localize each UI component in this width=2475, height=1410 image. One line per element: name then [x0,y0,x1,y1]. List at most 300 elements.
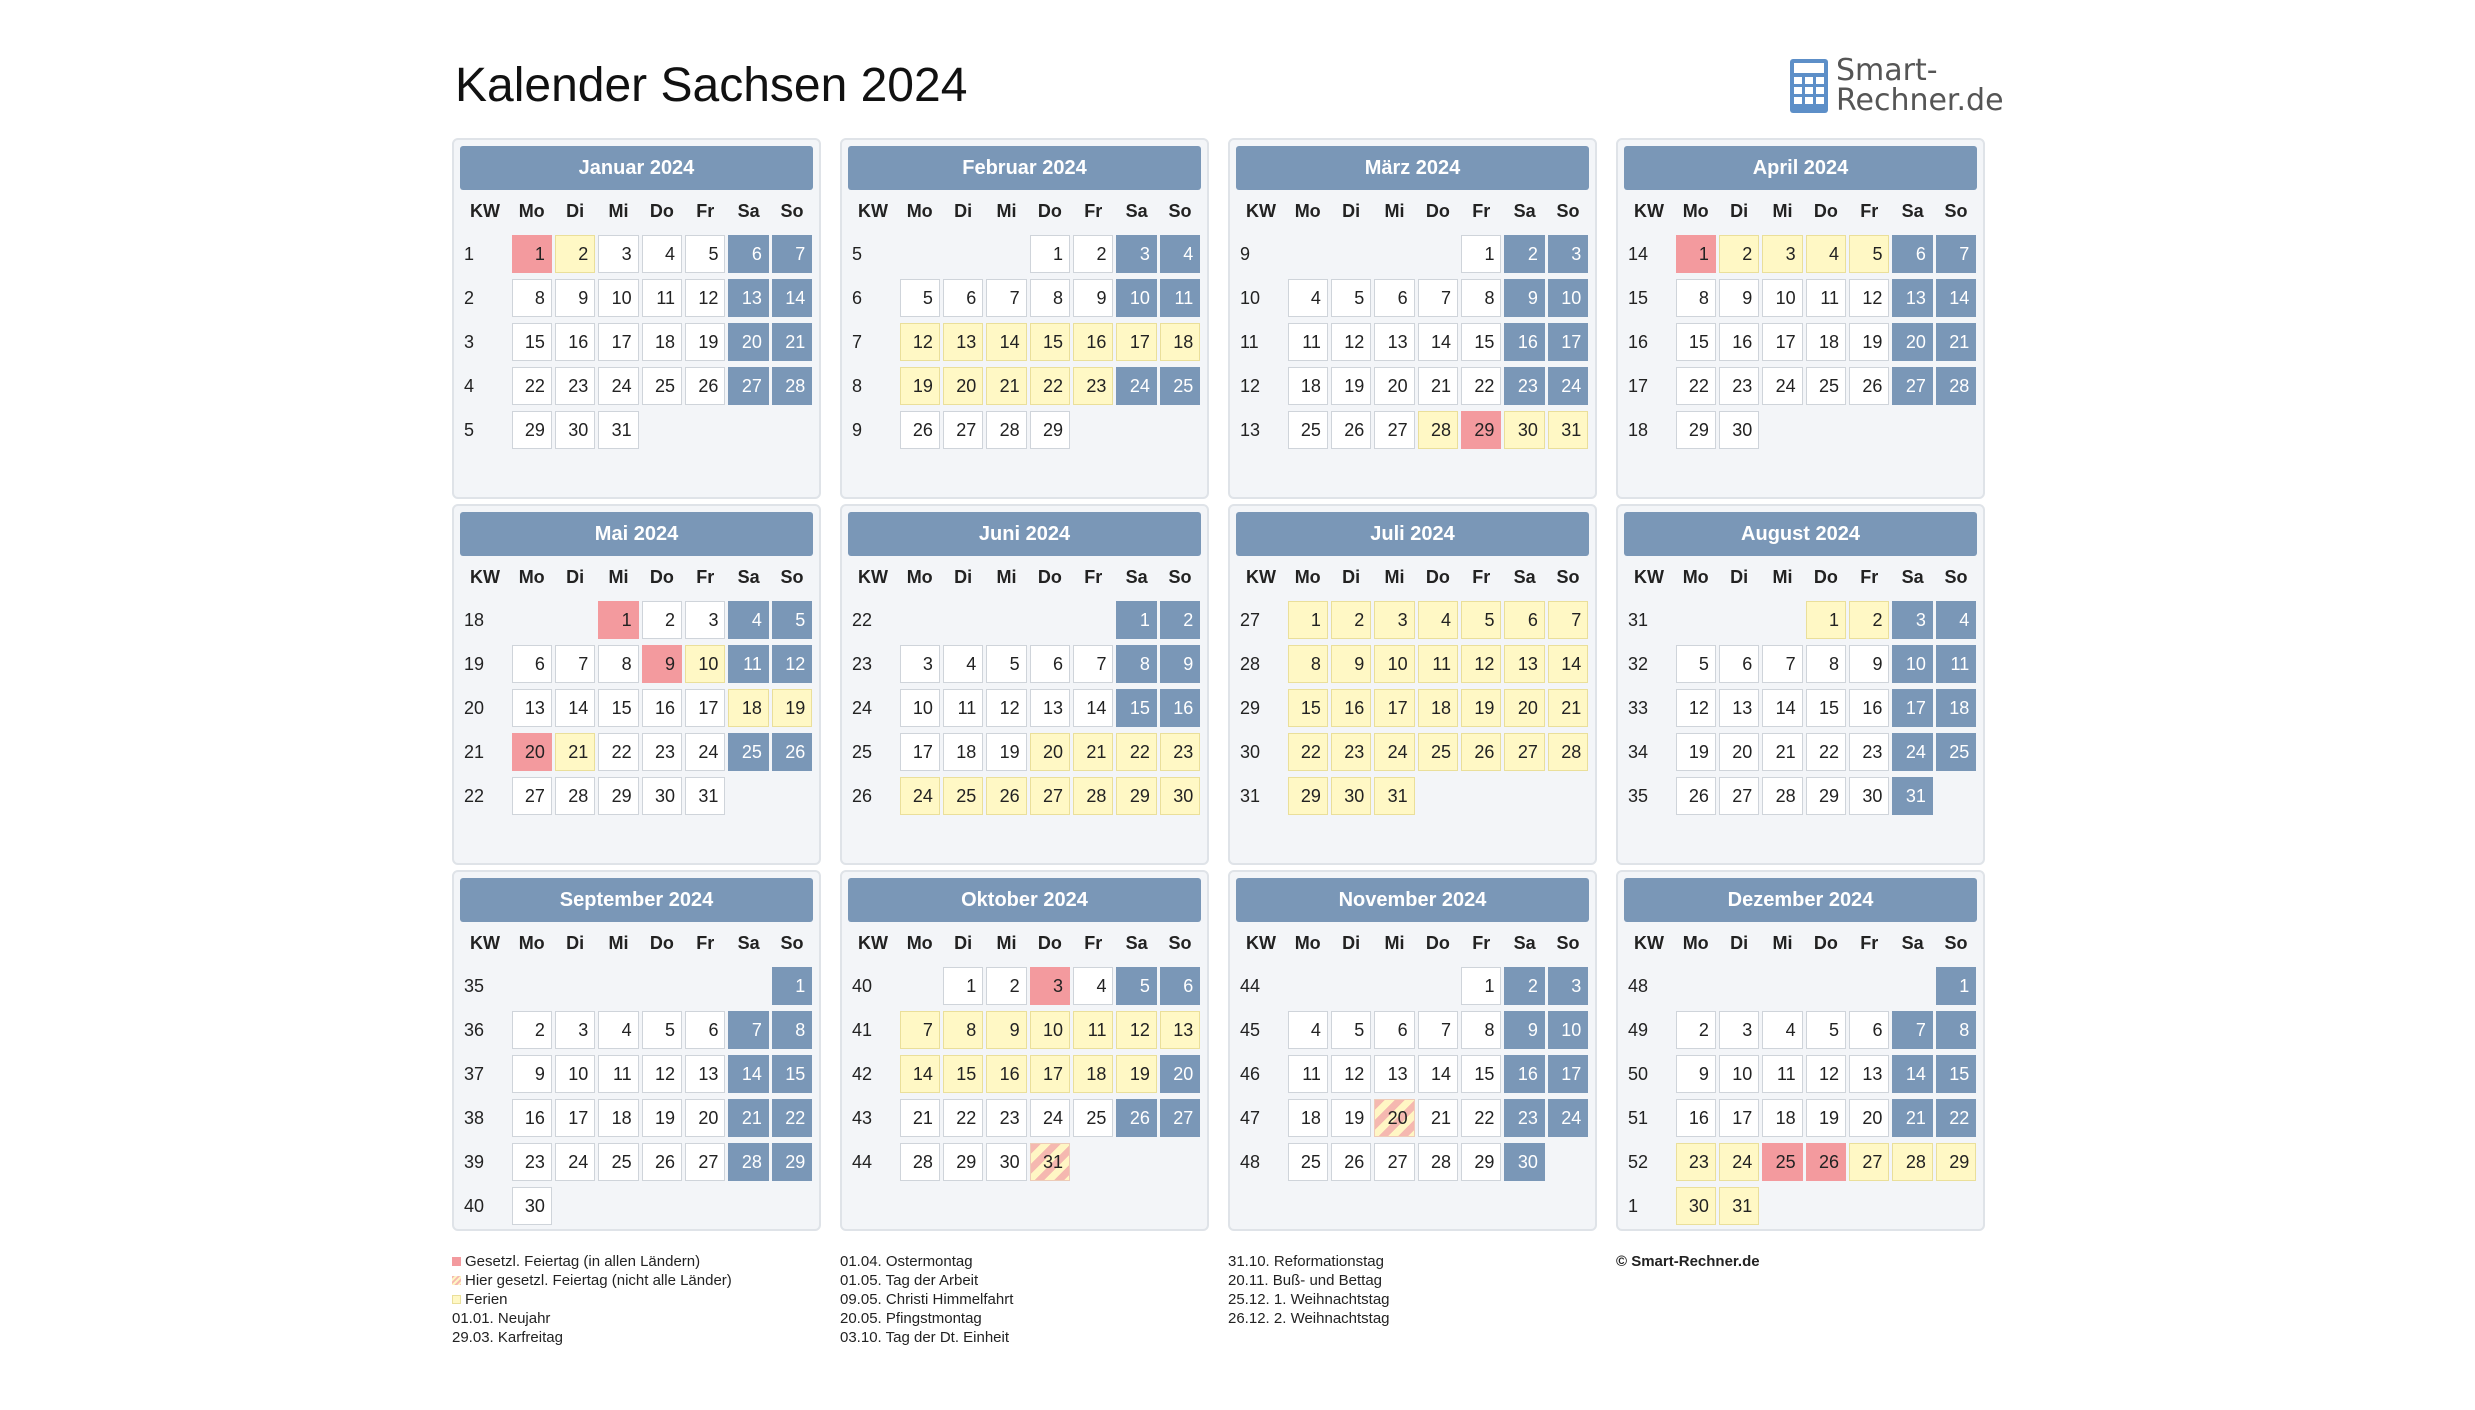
day-cell[interactable]: 6 [1374,1011,1414,1049]
day-cell[interactable]: 12 [1331,1055,1371,1093]
day-cell[interactable]: 6 [1892,235,1932,273]
day-cell[interactable]: 4 [1762,1011,1802,1049]
day-cell[interactable]: 14 [1892,1055,1932,1093]
day-cell[interactable]: 20 [1892,323,1932,361]
day-cell[interactable]: 25 [1762,1143,1802,1181]
day-cell[interactable]: 1 [598,601,638,639]
day-cell[interactable]: 17 [1892,689,1932,727]
day-cell[interactable]: 14 [1936,279,1976,317]
day-cell[interactable]: 1 [943,967,983,1005]
day-cell[interactable]: 27 [1719,777,1759,815]
day-cell[interactable]: 29 [1806,777,1846,815]
day-cell[interactable]: 10 [1892,645,1932,683]
day-cell[interactable]: 27 [943,411,983,449]
day-cell[interactable]: 27 [685,1143,725,1181]
day-cell[interactable]: 28 [555,777,595,815]
day-cell[interactable]: 30 [555,411,595,449]
day-cell[interactable]: 3 [1719,1011,1759,1049]
day-cell[interactable]: 9 [1719,279,1759,317]
day-cell[interactable]: 27 [728,367,768,405]
day-cell[interactable]: 8 [772,1011,812,1049]
day-cell[interactable]: 15 [1461,323,1501,361]
day-cell[interactable]: 8 [1676,279,1716,317]
day-cell[interactable]: 5 [900,279,940,317]
day-cell[interactable]: 17 [555,1099,595,1137]
day-cell[interactable]: 22 [1116,733,1156,771]
day-cell[interactable]: 20 [1160,1055,1200,1093]
day-cell[interactable]: 16 [986,1055,1026,1093]
day-cell[interactable]: 25 [1288,1143,1328,1181]
day-cell[interactable]: 7 [986,279,1026,317]
day-cell[interactable]: 2 [642,601,682,639]
day-cell[interactable]: 3 [685,601,725,639]
day-cell[interactable]: 21 [986,367,1026,405]
day-cell[interactable]: 14 [728,1055,768,1093]
day-cell[interactable]: 30 [1504,1143,1544,1181]
day-cell[interactable]: 8 [1461,279,1501,317]
day-cell[interactable]: 29 [1288,777,1328,815]
day-cell[interactable]: 13 [512,689,552,727]
day-cell[interactable]: 5 [1676,645,1716,683]
day-cell[interactable]: 25 [642,367,682,405]
day-cell[interactable]: 20 [512,733,552,771]
day-cell[interactable]: 9 [1504,1011,1544,1049]
day-cell[interactable]: 15 [1676,323,1716,361]
day-cell[interactable]: 9 [1504,279,1544,317]
day-cell[interactable]: 21 [1936,323,1976,361]
day-cell[interactable]: 23 [1160,733,1200,771]
day-cell[interactable]: 3 [598,235,638,273]
day-cell[interactable]: 20 [1719,733,1759,771]
day-cell[interactable]: 26 [772,733,812,771]
day-cell[interactable]: 17 [900,733,940,771]
day-cell[interactable]: 4 [598,1011,638,1049]
day-cell[interactable]: 31 [598,411,638,449]
day-cell[interactable]: 21 [1548,689,1588,727]
day-cell[interactable]: 3 [1762,235,1802,273]
day-cell[interactable]: 1 [1461,235,1501,273]
day-cell[interactable]: 15 [1936,1055,1976,1093]
day-cell[interactable]: 29 [1936,1143,1976,1181]
day-cell[interactable]: 18 [1288,1099,1328,1137]
day-cell[interactable]: 6 [1374,279,1414,317]
day-cell[interactable]: 14 [1073,689,1113,727]
day-cell[interactable]: 12 [1461,645,1501,683]
day-cell[interactable]: 22 [1936,1099,1976,1137]
day-cell[interactable]: 6 [685,1011,725,1049]
day-cell[interactable]: 12 [642,1055,682,1093]
day-cell[interactable]: 6 [1030,645,1070,683]
day-cell[interactable]: 10 [1548,279,1588,317]
day-cell[interactable]: 1 [772,967,812,1005]
day-cell[interactable]: 4 [943,645,983,683]
day-cell[interactable]: 4 [1288,279,1328,317]
day-cell[interactable]: 15 [1030,323,1070,361]
day-cell[interactable]: 18 [598,1099,638,1137]
day-cell[interactable]: 9 [1160,645,1200,683]
day-cell[interactable]: 15 [598,689,638,727]
day-cell[interactable]: 28 [772,367,812,405]
day-cell[interactable]: 26 [1676,777,1716,815]
day-cell[interactable]: 5 [1461,601,1501,639]
day-cell[interactable]: 6 [943,279,983,317]
day-cell[interactable]: 27 [1849,1143,1889,1181]
day-cell[interactable]: 10 [1719,1055,1759,1093]
day-cell[interactable]: 31 [1892,777,1932,815]
day-cell[interactable]: 13 [1374,323,1414,361]
day-cell[interactable]: 4 [1160,235,1200,273]
day-cell[interactable]: 26 [685,367,725,405]
day-cell[interactable]: 24 [555,1143,595,1181]
day-cell[interactable]: 28 [1762,777,1802,815]
day-cell[interactable]: 13 [1849,1055,1889,1093]
day-cell[interactable]: 3 [1116,235,1156,273]
day-cell[interactable]: 10 [598,279,638,317]
day-cell[interactable]: 7 [900,1011,940,1049]
day-cell[interactable]: 1 [1936,967,1976,1005]
day-cell[interactable]: 13 [1030,689,1070,727]
day-cell[interactable]: 21 [1073,733,1113,771]
day-cell[interactable]: 7 [555,645,595,683]
day-cell[interactable]: 15 [1116,689,1156,727]
day-cell[interactable]: 11 [728,645,768,683]
day-cell[interactable]: 11 [1762,1055,1802,1093]
day-cell[interactable]: 30 [1719,411,1759,449]
day-cell[interactable]: 2 [1719,235,1759,273]
day-cell[interactable]: 22 [1461,1099,1501,1137]
day-cell[interactable]: 28 [1892,1143,1932,1181]
day-cell[interactable]: 5 [986,645,1026,683]
day-cell[interactable]: 22 [1030,367,1070,405]
day-cell[interactable]: 9 [512,1055,552,1093]
day-cell[interactable]: 23 [986,1099,1026,1137]
day-cell[interactable]: 12 [685,279,725,317]
day-cell[interactable]: 25 [943,777,983,815]
day-cell[interactable]: 24 [1374,733,1414,771]
day-cell[interactable]: 21 [900,1099,940,1137]
day-cell[interactable]: 7 [1762,645,1802,683]
day-cell[interactable]: 21 [555,733,595,771]
day-cell[interactable]: 16 [1331,689,1371,727]
day-cell[interactable]: 12 [1116,1011,1156,1049]
day-cell[interactable]: 20 [728,323,768,361]
day-cell[interactable]: 8 [1030,279,1070,317]
day-cell[interactable]: 30 [1160,777,1200,815]
day-cell[interactable]: 5 [685,235,725,273]
day-cell[interactable]: 16 [555,323,595,361]
day-cell[interactable]: 21 [728,1099,768,1137]
day-cell[interactable]: 22 [598,733,638,771]
day-cell[interactable]: 31 [1374,777,1414,815]
day-cell[interactable]: 1 [1116,601,1156,639]
day-cell[interactable]: 13 [1504,645,1544,683]
day-cell[interactable]: 18 [1160,323,1200,361]
day-cell[interactable]: 9 [1331,645,1371,683]
day-cell[interactable]: 8 [512,279,552,317]
day-cell[interactable]: 16 [1676,1099,1716,1137]
day-cell[interactable]: 6 [1504,601,1544,639]
day-cell[interactable]: 1 [1676,235,1716,273]
day-cell[interactable]: 11 [943,689,983,727]
day-cell[interactable]: 16 [512,1099,552,1137]
day-cell[interactable]: 18 [1762,1099,1802,1137]
day-cell[interactable]: 1 [1806,601,1846,639]
day-cell[interactable]: 31 [685,777,725,815]
day-cell[interactable]: 6 [1719,645,1759,683]
day-cell[interactable]: 16 [1504,1055,1544,1093]
day-cell[interactable]: 2 [1849,601,1889,639]
day-cell[interactable]: 9 [1676,1055,1716,1093]
day-cell[interactable]: 7 [728,1011,768,1049]
day-cell[interactable]: 9 [1073,279,1113,317]
day-cell[interactable]: 30 [1504,411,1544,449]
day-cell[interactable]: 8 [1936,1011,1976,1049]
day-cell[interactable]: 10 [1762,279,1802,317]
day-cell[interactable]: 7 [1073,645,1113,683]
day-cell[interactable]: 13 [943,323,983,361]
day-cell[interactable]: 17 [1762,323,1802,361]
day-cell[interactable]: 25 [728,733,768,771]
day-cell[interactable]: 21 [1892,1099,1932,1137]
day-cell[interactable]: 30 [986,1143,1026,1181]
day-cell[interactable]: 27 [1160,1099,1200,1137]
day-cell[interactable]: 29 [1116,777,1156,815]
day-cell[interactable]: 3 [1892,601,1932,639]
day-cell[interactable]: 26 [642,1143,682,1181]
day-cell[interactable]: 6 [1160,967,1200,1005]
day-cell[interactable]: 14 [555,689,595,727]
day-cell[interactable]: 25 [1418,733,1458,771]
day-cell[interactable]: 8 [1461,1011,1501,1049]
day-cell[interactable]: 12 [900,323,940,361]
day-cell[interactable]: 22 [512,367,552,405]
day-cell[interactable]: 26 [986,777,1026,815]
day-cell[interactable]: 15 [772,1055,812,1093]
day-cell[interactable]: 11 [642,279,682,317]
day-cell[interactable]: 14 [900,1055,940,1093]
day-cell[interactable]: 11 [1288,323,1328,361]
day-cell[interactable]: 28 [1418,411,1458,449]
day-cell[interactable]: 18 [1073,1055,1113,1093]
day-cell[interactable]: 17 [598,323,638,361]
day-cell[interactable]: 28 [1936,367,1976,405]
day-cell[interactable]: 9 [986,1011,1026,1049]
day-cell[interactable]: 24 [1719,1143,1759,1181]
day-cell[interactable]: 30 [512,1187,552,1225]
day-cell[interactable]: 19 [685,323,725,361]
day-cell[interactable]: 20 [1504,689,1544,727]
day-cell[interactable]: 18 [642,323,682,361]
day-cell[interactable]: 14 [1548,645,1588,683]
day-cell[interactable]: 17 [1548,323,1588,361]
day-cell[interactable]: 2 [1331,601,1371,639]
day-cell[interactable]: 7 [1418,279,1458,317]
day-cell[interactable]: 28 [1418,1143,1458,1181]
day-cell[interactable]: 30 [642,777,682,815]
day-cell[interactable]: 26 [1116,1099,1156,1137]
day-cell[interactable]: 19 [1849,323,1889,361]
day-cell[interactable]: 18 [1418,689,1458,727]
day-cell[interactable]: 31 [1030,1143,1070,1181]
day-cell[interactable]: 2 [1504,235,1544,273]
day-cell[interactable]: 22 [943,1099,983,1137]
day-cell[interactable]: 20 [1849,1099,1889,1137]
day-cell[interactable]: 18 [728,689,768,727]
day-cell[interactable]: 25 [1806,367,1846,405]
day-cell[interactable]: 11 [1288,1055,1328,1093]
day-cell[interactable]: 7 [1418,1011,1458,1049]
day-cell[interactable]: 26 [900,411,940,449]
day-cell[interactable]: 10 [900,689,940,727]
day-cell[interactable]: 24 [1030,1099,1070,1137]
day-cell[interactable]: 29 [772,1143,812,1181]
day-cell[interactable]: 21 [1762,733,1802,771]
day-cell[interactable]: 19 [1806,1099,1846,1137]
day-cell[interactable]: 20 [685,1099,725,1137]
day-cell[interactable]: 14 [1418,1055,1458,1093]
day-cell[interactable]: 9 [555,279,595,317]
day-cell[interactable]: 28 [1073,777,1113,815]
day-cell[interactable]: 19 [1331,1099,1371,1137]
day-cell[interactable]: 9 [1849,645,1889,683]
day-cell[interactable]: 11 [598,1055,638,1093]
day-cell[interactable]: 28 [728,1143,768,1181]
day-cell[interactable]: 6 [512,645,552,683]
day-cell[interactable]: 3 [900,645,940,683]
day-cell[interactable]: 4 [1288,1011,1328,1049]
day-cell[interactable]: 1 [512,235,552,273]
day-cell[interactable]: 24 [900,777,940,815]
day-cell[interactable]: 24 [1116,367,1156,405]
day-cell[interactable]: 21 [1418,367,1458,405]
day-cell[interactable]: 3 [1374,601,1414,639]
day-cell[interactable]: 25 [598,1143,638,1181]
day-cell[interactable]: 12 [1849,279,1889,317]
day-cell[interactable]: 16 [642,689,682,727]
day-cell[interactable]: 2 [512,1011,552,1049]
day-cell[interactable]: 19 [1676,733,1716,771]
day-cell[interactable]: 24 [1892,733,1932,771]
day-cell[interactable]: 13 [728,279,768,317]
day-cell[interactable]: 7 [1936,235,1976,273]
day-cell[interactable]: 23 [1504,1099,1544,1137]
day-cell[interactable]: 23 [642,733,682,771]
day-cell[interactable]: 11 [1073,1011,1113,1049]
day-cell[interactable]: 23 [512,1143,552,1181]
day-cell[interactable]: 11 [1160,279,1200,317]
day-cell[interactable]: 19 [642,1099,682,1137]
day-cell[interactable]: 16 [1073,323,1113,361]
day-cell[interactable]: 19 [1331,367,1371,405]
day-cell[interactable]: 23 [1504,367,1544,405]
day-cell[interactable]: 23 [1719,367,1759,405]
day-cell[interactable]: 19 [986,733,1026,771]
day-cell[interactable]: 14 [986,323,1026,361]
copyright[interactable]: © Smart-Rechner.de [1616,1253,1760,1270]
day-cell[interactable]: 20 [1374,1099,1414,1137]
day-cell[interactable]: 3 [555,1011,595,1049]
day-cell[interactable]: 6 [1849,1011,1889,1049]
day-cell[interactable]: 28 [1548,733,1588,771]
day-cell[interactable]: 24 [685,733,725,771]
day-cell[interactable]: 30 [1331,777,1371,815]
day-cell[interactable]: 5 [1331,279,1371,317]
day-cell[interactable]: 22 [1288,733,1328,771]
day-cell[interactable]: 4 [1806,235,1846,273]
day-cell[interactable]: 2 [1160,601,1200,639]
day-cell[interactable]: 8 [1806,645,1846,683]
day-cell[interactable]: 24 [1548,1099,1588,1137]
day-cell[interactable]: 2 [1504,967,1544,1005]
day-cell[interactable]: 14 [772,279,812,317]
day-cell[interactable]: 7 [772,235,812,273]
day-cell[interactable]: 28 [986,411,1026,449]
day-cell[interactable]: 20 [1374,367,1414,405]
day-cell[interactable]: 14 [1762,689,1802,727]
day-cell[interactable]: 15 [943,1055,983,1093]
day-cell[interactable]: 26 [1461,733,1501,771]
day-cell[interactable]: 2 [986,967,1026,1005]
day-cell[interactable]: 26 [1849,367,1889,405]
day-cell[interactable]: 20 [943,367,983,405]
day-cell[interactable]: 8 [598,645,638,683]
day-cell[interactable]: 12 [986,689,1026,727]
day-cell[interactable]: 15 [1288,689,1328,727]
day-cell[interactable]: 26 [1806,1143,1846,1181]
day-cell[interactable]: 29 [1461,1143,1501,1181]
day-cell[interactable]: 29 [512,411,552,449]
day-cell[interactable]: 5 [772,601,812,639]
day-cell[interactable]: 13 [1374,1055,1414,1093]
day-cell[interactable]: 7 [1892,1011,1932,1049]
day-cell[interactable]: 14 [1418,323,1458,361]
day-cell[interactable]: 10 [1548,1011,1588,1049]
day-cell[interactable]: 17 [1116,323,1156,361]
day-cell[interactable]: 23 [1676,1143,1716,1181]
day-cell[interactable]: 13 [1160,1011,1200,1049]
day-cell[interactable]: 15 [1461,1055,1501,1093]
day-cell[interactable]: 29 [1461,411,1501,449]
day-cell[interactable]: 22 [1461,367,1501,405]
day-cell[interactable]: 25 [1073,1099,1113,1137]
day-cell[interactable]: 28 [900,1143,940,1181]
day-cell[interactable]: 30 [1676,1187,1716,1225]
day-cell[interactable]: 16 [1504,323,1544,361]
day-cell[interactable]: 21 [772,323,812,361]
day-cell[interactable]: 13 [1719,689,1759,727]
day-cell[interactable]: 12 [1676,689,1716,727]
day-cell[interactable]: 4 [1936,601,1976,639]
day-cell[interactable]: 22 [1806,733,1846,771]
day-cell[interactable]: 11 [1936,645,1976,683]
day-cell[interactable]: 10 [1030,1011,1070,1049]
day-cell[interactable]: 25 [1160,367,1200,405]
day-cell[interactable]: 6 [728,235,768,273]
day-cell[interactable]: 15 [1806,689,1846,727]
day-cell[interactable]: 27 [1892,367,1932,405]
day-cell[interactable]: 16 [1849,689,1889,727]
day-cell[interactable]: 19 [900,367,940,405]
day-cell[interactable]: 17 [1374,689,1414,727]
day-cell[interactable]: 16 [1160,689,1200,727]
day-cell[interactable]: 13 [1892,279,1932,317]
day-cell[interactable]: 5 [1331,1011,1371,1049]
day-cell[interactable]: 19 [772,689,812,727]
day-cell[interactable]: 12 [1331,323,1371,361]
day-cell[interactable]: 11 [1806,279,1846,317]
day-cell[interactable]: 8 [943,1011,983,1049]
day-cell[interactable]: 24 [1548,367,1588,405]
